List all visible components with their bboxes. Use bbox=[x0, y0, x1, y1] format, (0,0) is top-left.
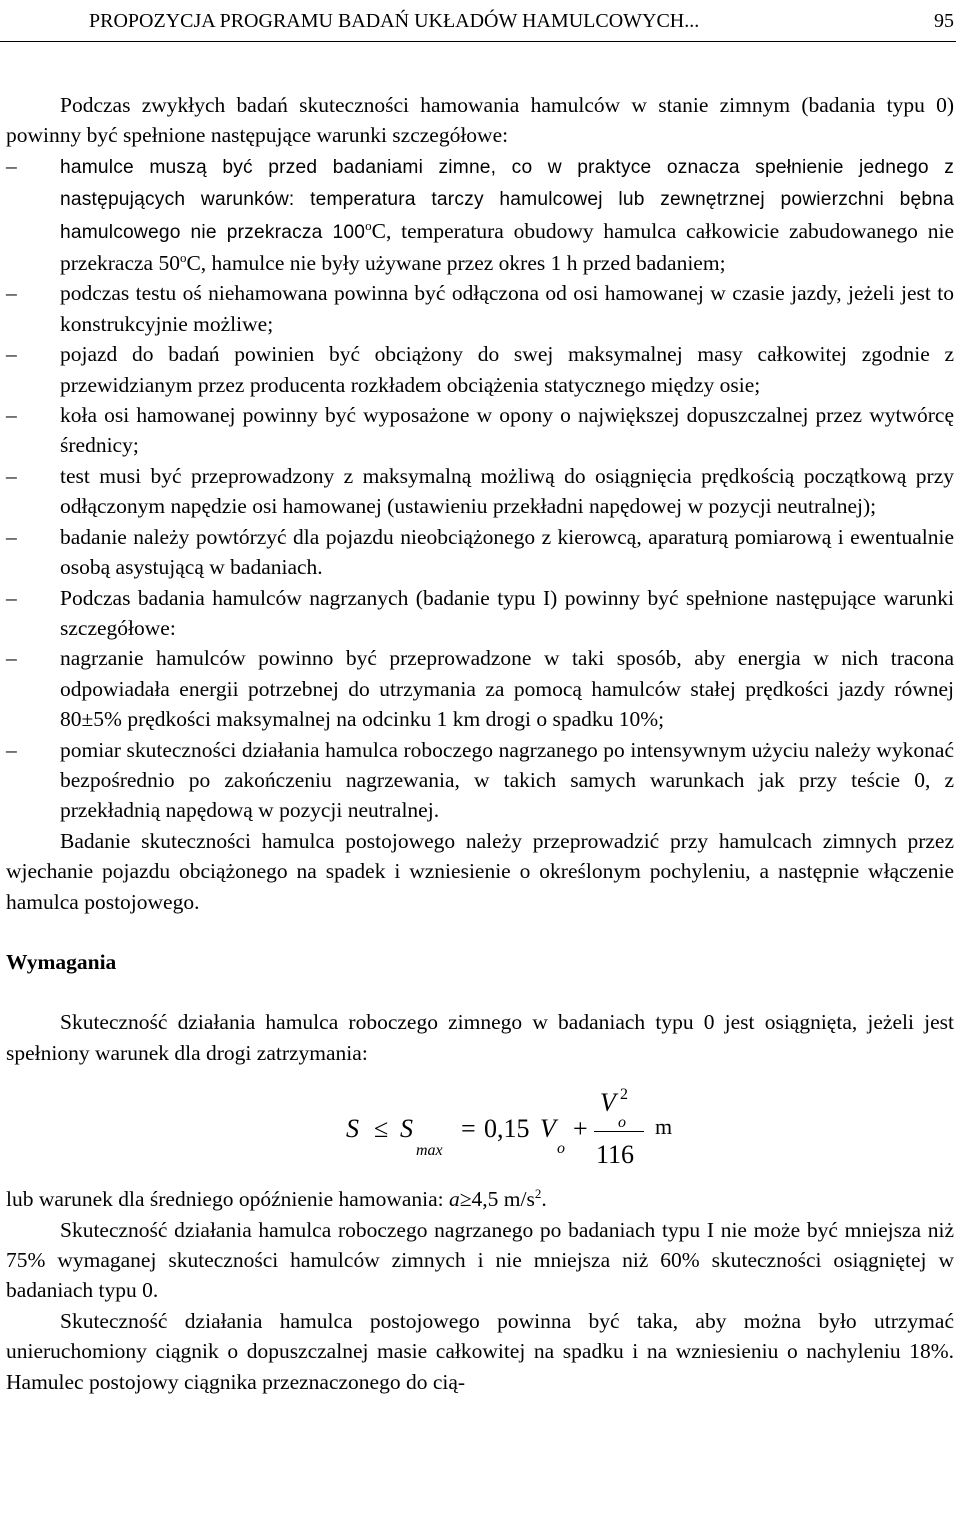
condition-text: podczas testu oś niehamowana powinna być odłączona od osi hamowanej w czasie jazdy, jeżeli jest to konstrukcyjnie możliwe; bbox=[60, 281, 954, 336]
condition-text: badanie należy powtórzyć dla pojazdu nieobciążonego z kierowcą, aparaturą pomiarową i ewentualnie osobą asystującą w badaniach. bbox=[60, 524, 954, 580]
formula-plus: + bbox=[573, 1114, 588, 1144]
dash-marker: – bbox=[6, 281, 17, 306]
dash-marker: – bbox=[6, 153, 17, 178]
formula-numerator-v: V bbox=[600, 1088, 616, 1118]
formula-equals: = bbox=[461, 1114, 476, 1144]
condition-text: test musi być przeprowadzony z maksymalną możliwą do osiągnięcia prędkością początkową przy odłączonym napędzie osi hamowanej (ustawieniu przekładni napędowej w pozycji neutralnej); bbox=[60, 463, 954, 519]
list-item bbox=[6, 643, 954, 734]
page-number: 95 bbox=[934, 10, 954, 32]
formula-v: V bbox=[540, 1114, 556, 1144]
requirement-intro: Skuteczność działania hamulca roboczego zimnego w badaniach typu 0 jest osiągnięta, jeżeli jest spełniony warunek dla drogi zatrzymania: bbox=[6, 1010, 954, 1065]
section-heading: Wymagania bbox=[6, 949, 117, 974]
formula-numerator-sub: o bbox=[618, 1114, 626, 1132]
dash-marker: – bbox=[6, 403, 17, 428]
deceleration-condition: lub warunek dla średniego opóźnienie hamowania: a≥4,5 $m/s^2$. bbox=[6, 1186, 547, 1212]
fraction-bar bbox=[594, 1131, 644, 1132]
intro-paragraph: Podczas zwykłych badań skuteczności hamowania hamulców w stanie zimnym (badania typu 0) powinny być spełnione następujące warunki szczegółowe: bbox=[6, 93, 954, 148]
dash-marker: – bbox=[6, 585, 17, 610]
list-item bbox=[6, 339, 954, 400]
list-item bbox=[6, 522, 954, 583]
formula-numerator-sup: 2 bbox=[620, 1086, 628, 1104]
list-item bbox=[6, 400, 954, 461]
condition-text: pomiar skuteczności działania hamulca roboczego nagrzanego po intensywnym użyciu należy wykonać bezpośrednio po zakończeniu nagrzewania, w takich samych warunkach jak przy teście 0, z przekładnią napędową w pozycji neutralnej. bbox=[60, 737, 954, 823]
running-header bbox=[0, 0, 956, 42]
formula-unit: m bbox=[655, 1114, 673, 1140]
dash-marker: – bbox=[6, 737, 17, 762]
formula-denominator: 116 bbox=[596, 1140, 635, 1170]
dash-marker: – bbox=[6, 646, 17, 671]
hot-intro-text: Podczas badania hamulców nagrzanych (badanie typu I) powinny być spełnione następujące warunki szczegółowe: bbox=[60, 585, 954, 640]
dash-marker: – bbox=[6, 524, 17, 549]
page-body bbox=[6, 90, 954, 1397]
list-item bbox=[6, 735, 954, 826]
formula-coefficient: 0,15 bbox=[484, 1114, 530, 1144]
formula-leq: ≤ bbox=[374, 1114, 389, 1144]
formula-smax: S bbox=[400, 1114, 413, 1144]
running-title: PROPOZYCJA PROGRAMU BADAŃ UKŁADÓW HAMULCOWYCH... bbox=[89, 10, 700, 32]
list-item bbox=[6, 461, 954, 522]
dash-marker: – bbox=[6, 463, 17, 488]
formula-v-sub: o bbox=[557, 1140, 565, 1158]
list-item bbox=[6, 151, 954, 279]
condition-text: nagrzanie hamulców powinno być przeprowadzone w taki sposób, aby energia w nich tracona odpowiadała energii potrzebnej do utrzymania za pomocą hamulców stałej prędkości jazdy równej 80±5% prędkości maksymalnej na odcinku 1 km drogi o spadku 10%; bbox=[60, 646, 954, 732]
formula-S: S bbox=[346, 1114, 359, 1144]
dash-marker: – bbox=[6, 342, 17, 367]
condition-text: hamulce muszą być przed badaniami zimne, co w praktyce oznacza spełnienie jednego z następujących warunków: temperatura tarczy hamulcowej lub zewnętrznej powierzchni bębna hamulcowego nie przekracza 100$^o$C, temperatura obudowy hamulca całkowicie zabudowanego nie przekracza 50$^o$C, hamulce nie były używane przez okres 1 h przed badaniem; bbox=[60, 156, 954, 276]
list-item bbox=[6, 583, 954, 644]
condition-text: pojazd do badań powinien być obciążony do swej maksymalnej masy całkowitej zgodnie z przewidzianym przez producenta rozkładem obciążenia statycznego między osie; bbox=[60, 342, 954, 397]
stopping-distance-formula bbox=[6, 1074, 954, 1184]
list-item bbox=[6, 278, 954, 339]
condition-text: koła osi hamowanej powinny być wyposażone w opony o największej dopuszczalnej przez wytwórcę średnicy; bbox=[60, 403, 954, 458]
parking-test-paragraph: Badanie skuteczności hamulca postojowego należy przeprowadzić przy hamulcach zimnych przez wjechanie pojazdu obciążonego na spadek i wzniesienie o określonym pochyleniu, a następnie włączenie hamulca postojowego. bbox=[6, 828, 954, 914]
requirement-hot: Skuteczność działania hamulca roboczego nagrzanego po badaniach typu I nie może być mniejsza niż 75% wymaganej skuteczności hamulców zimnych i nie mniejsza niż 60% skuteczności osiągniętej w badaniach typu 0. bbox=[6, 1217, 954, 1303]
formula-smax-sub: max bbox=[416, 1142, 443, 1160]
requirement-parking: Skuteczność działania hamulca postojowego powinna być taka, aby można było utrzymać unieruchomiony ciągnik o dopuszczalnej masie całkowitej na spadku i na wzniesieniu o nachyleniu 18%. Hamulec postojowy ciągnika przeznaczonego do cią- bbox=[6, 1308, 954, 1394]
